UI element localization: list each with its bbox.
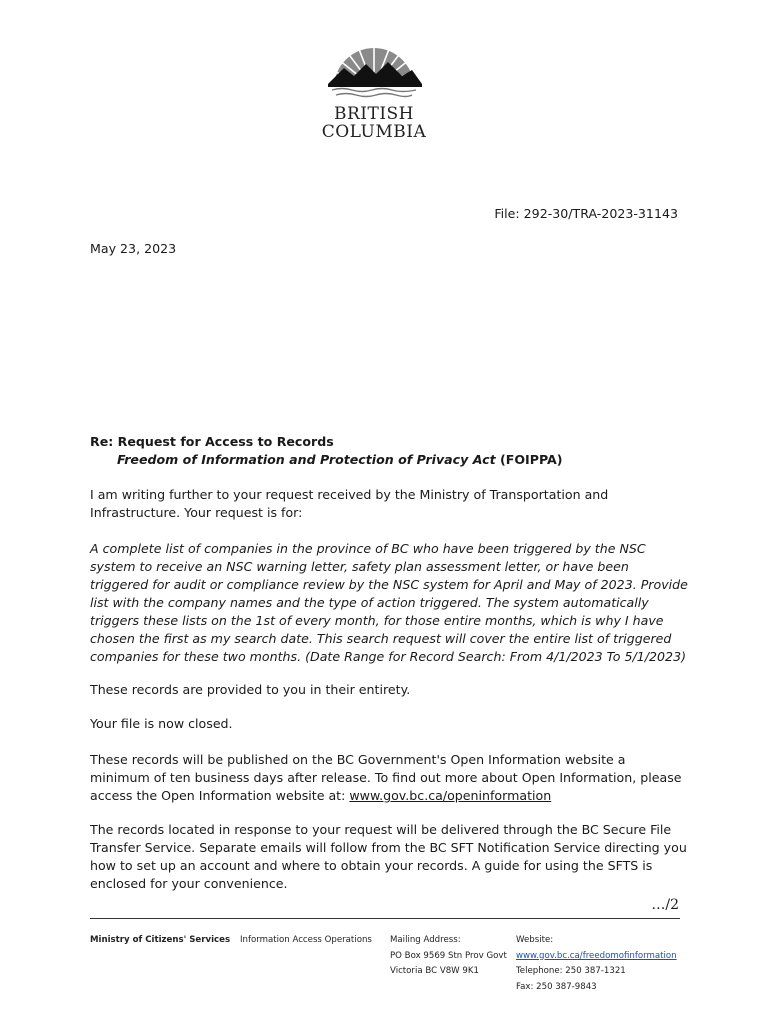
website-label: Website: (516, 935, 554, 945)
fax: Fax: 250 387-9843 (516, 981, 597, 992)
publish-paragraph (90, 751, 688, 805)
mailing-line-1: PO Box 9569 Stn Prov Govt (390, 950, 507, 961)
sun-mountains-icon (312, 46, 436, 106)
act-abbreviation: (FOIPPA) (495, 452, 563, 467)
mailing-line-2: Victoria BC V8W 9K1 (390, 966, 479, 976)
footer-contact (516, 933, 677, 995)
bc-logo (312, 46, 436, 150)
open-information-link[interactable]: www.gov.bc.ca/openinformation (349, 788, 552, 803)
mailing-label: Mailing Address: (390, 935, 461, 945)
act-line (90, 451, 690, 469)
page-continuation-marker: …/2 (651, 897, 679, 913)
delivery-paragraph: The records located in response to your request will be delivered through the BC Secure File Transfer Service. Separate emails will follow from the BC SFT Notification Service directing you how to set up an account and where to obtain your records. A guide for using the SFTS is enclosed for your convenience. (90, 822, 687, 891)
publish-text: These records will be published on the BC Government's Open Information website a minimum of ten business days after release. To find out more about Open Information, please access the Open Information website at: (90, 752, 682, 803)
logo-columbia: COLUMBIA (321, 122, 427, 142)
logo-british: BRITISH (333, 104, 415, 124)
request-paragraph: A complete list of companies in the province of BC who have been triggered by the NSC system to receive an NSC warning letter, safety plan assessment letter, or have been triggered for audit or compliance review by the NSC system for April and May of 2023. Provide list with the company names and the type of action triggered. The system automatically triggers these lists on the 1st of every month, for those entire months, which is why I have chosen the first as my search date. This search request will cover the entire list of triggered companies for these two months. (Date Range for Record Search: From 4/1/2023 To 5/1/2023) (90, 541, 688, 664)
entirety-paragraph: These records are provided to you in their entirety. (90, 682, 411, 697)
letter-date: May 23, 2023 (90, 241, 177, 256)
act-name: Freedom of Information and Protection of Privacy Act (117, 452, 496, 467)
subject-block (90, 433, 690, 469)
intro-paragraph: I am writing further to your request received by the Ministry of Transportation and Infrastructure. Your request is for: (90, 487, 609, 520)
closed-paragraph: Your file is now closed. (90, 716, 233, 731)
footer-branch: Information Access Operations (240, 935, 372, 945)
footer-divider (90, 918, 680, 919)
footer-ministry: Ministry of Citizens' Services (90, 935, 231, 945)
website-link[interactable]: www.gov.bc.ca/freedomofinformation (516, 950, 677, 961)
telephone: Telephone: 250 387-1321 (516, 966, 626, 976)
subject-line: Re: Request for Access to Records (90, 434, 334, 449)
file-reference: File: 292-30/TRA-2023-31143 (494, 206, 678, 221)
footer-mailing (390, 933, 507, 980)
